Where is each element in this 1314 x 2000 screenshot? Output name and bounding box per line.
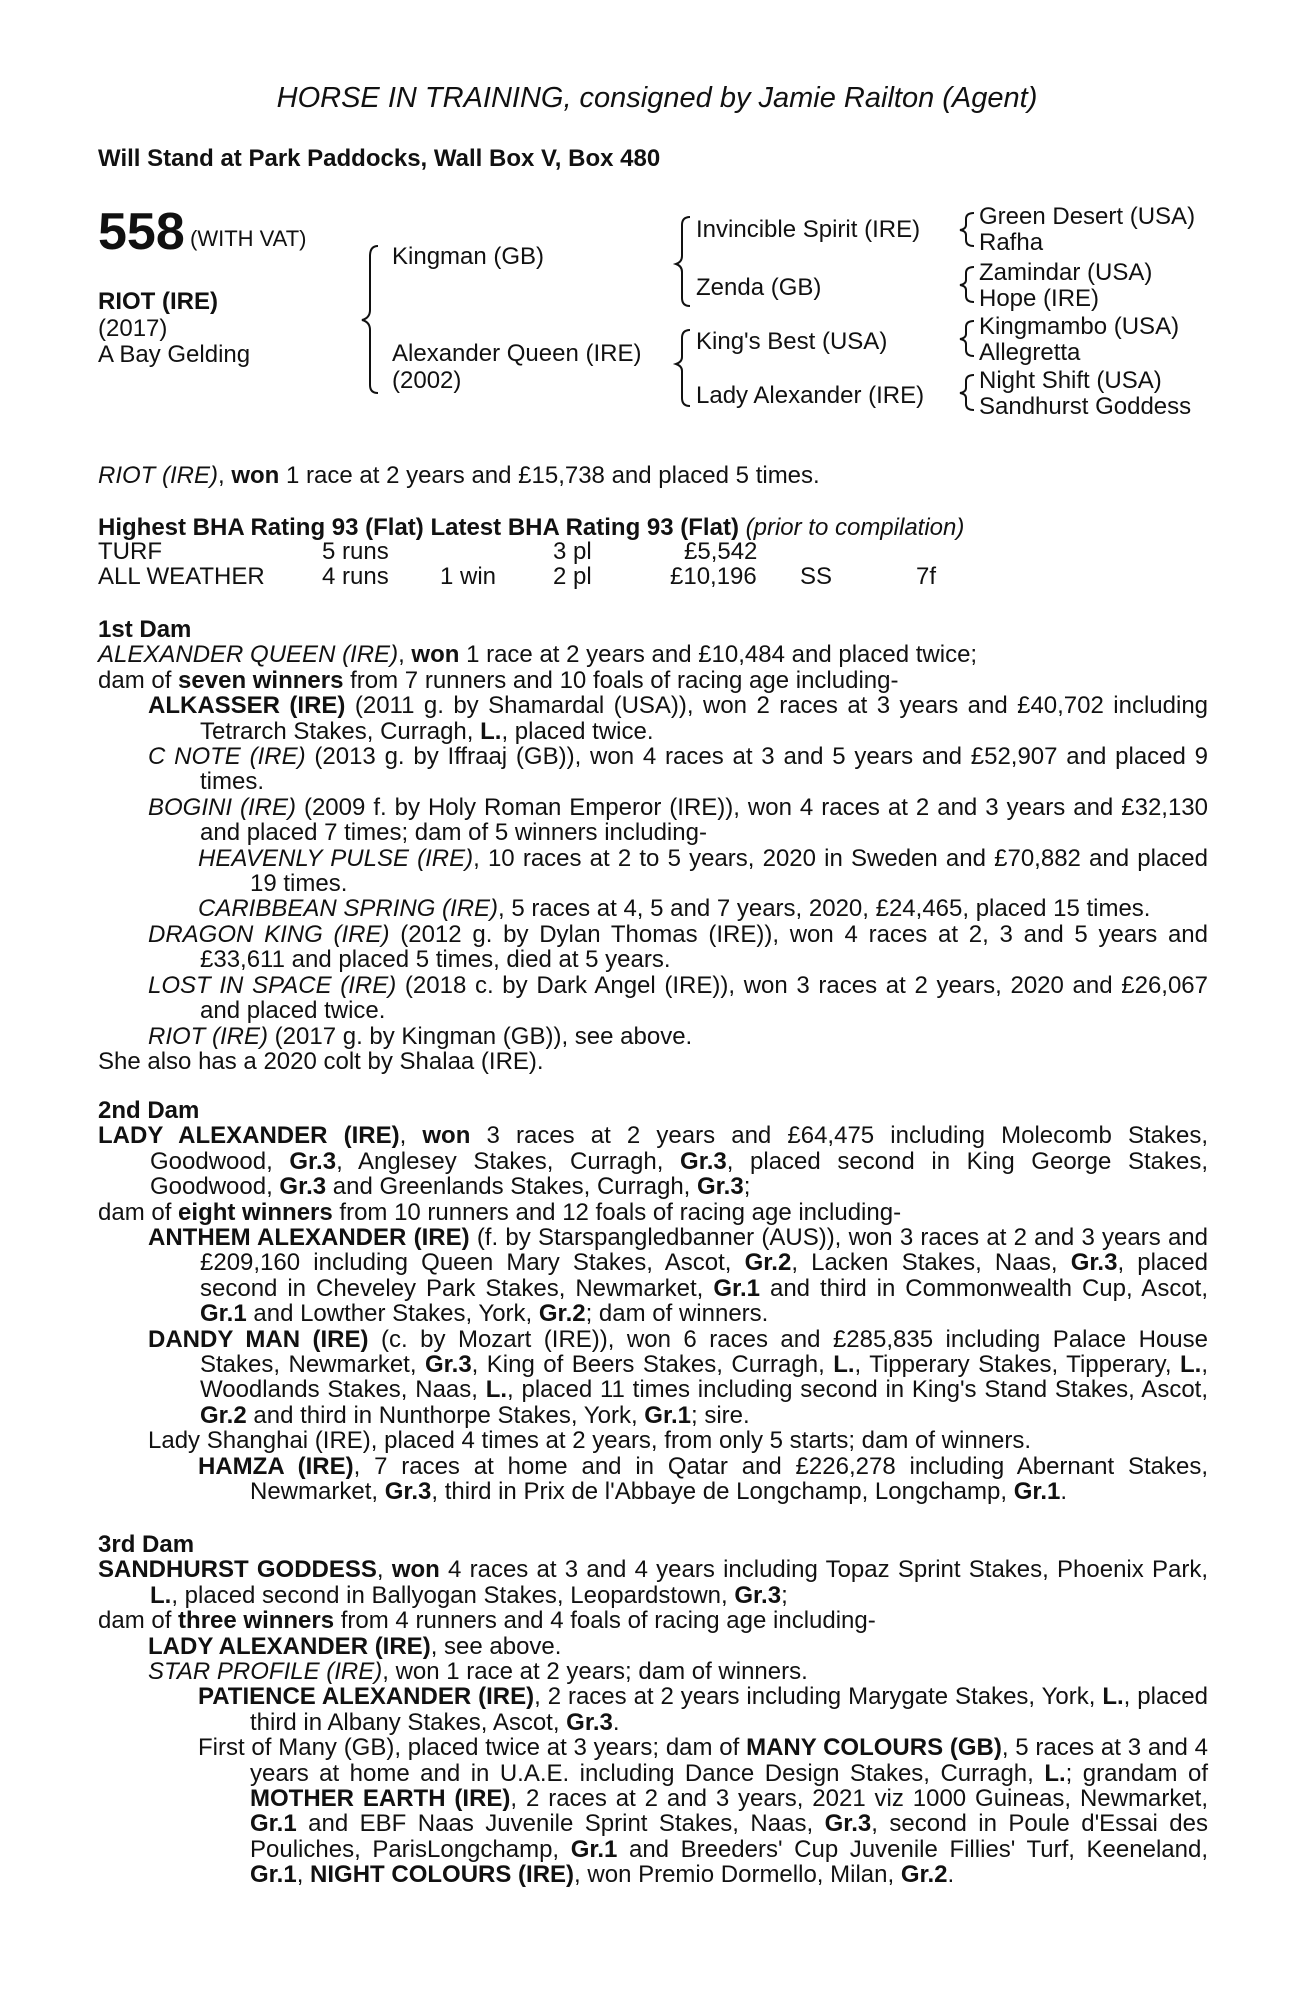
first-dam-section	[98, 617, 1208, 1074]
offspring-lady-alexander: LADY ALEXANDER (IRE), see above.	[148, 1632, 562, 1660]
pedigree-dam-sire: King's Best (USA)	[696, 328, 888, 355]
second-dam-heading: 2nd Dam	[98, 1097, 200, 1124]
pedigree-g1: Green Desert (USA)	[979, 203, 1196, 230]
pedigree-g6: Allegretta	[979, 339, 1081, 366]
offspring-dragon-king: DRAGON KING (IRE) (2012 g. by Dylan Thomas (IRE)), won 4 races at 2, 3 and 5 years and £33,611 and placed 5 times, died at 5 years.	[148, 920, 1208, 974]
second-dam-line: LADY ALEXANDER (IRE), won 3 races at 2 years and £64,475 including Molecomb Stakes, Goodwood, Gr.3, Anglesey Stakes, Curragh, Gr.3, placed second in King George Stakes, Goodwood, Gr.3 and Greenlands Stakes, Curragh, Gr.3;	[98, 1122, 1209, 1201]
record-turf-placed: 3 pl	[553, 538, 592, 565]
rating-note: (prior to compilation)	[745, 514, 965, 541]
pedigree-g5: Kingmambo (USA)	[979, 313, 1180, 340]
second-dam-section	[98, 1098, 1208, 1505]
record-aw-rating: SS	[800, 563, 833, 590]
rating-highest: Highest BHA Rating 93 (Flat) Latest BHA Rating 93 (Flat)	[98, 514, 739, 541]
offspring-lady-shanghai: Lady Shanghai (IRE), placed 4 times at 2 years, from only 5 starts; dam of winners.	[148, 1427, 1032, 1455]
summary-rest: 1 race at 2 years and £15,738 and placed 5 times.	[279, 462, 820, 489]
pedigree-dam: Alexander Queen (IRE)	[392, 340, 642, 367]
third-dam-section	[98, 1532, 1208, 1888]
first-dam-heading: 1st Dam	[98, 616, 192, 643]
horse-year: (2017)	[98, 315, 168, 342]
lot-number: 558	[98, 203, 185, 261]
record-turf-prize: £5,542	[684, 538, 758, 565]
pedigree-g2: Rafha	[979, 229, 1044, 256]
record-aw-placed: 2 pl	[553, 563, 592, 590]
vat-note: (WITH VAT)	[190, 226, 307, 251]
race-summary: RIOT (IRE), won 1 race at 2 years and £15,738 and placed 5 times.	[98, 462, 820, 489]
first-dam-produce: dam of seven winners from 7 runners and 10 foals of racing age including-	[98, 666, 899, 694]
record-turf-runs: 5 runs	[322, 538, 389, 565]
offspring-dandy-man: DANDY MAN (IRE) (c. by Mozart (IRE)), won 6 races and £285,835 including Palace House Stakes, Newmarket, Gr.3, King of Beers Stakes, Curragh, L., Tipperary Stakes, Tipperary, L., Woodlands Stakes, Naas, L., placed 11 times including second in King's Stand Stakes, Ascot, Gr.2 and third in Nunthorpe Stakes, York, Gr.1; sire.	[148, 1325, 1208, 1429]
offspring-c-note: C NOTE (IRE) (2013 g. by Iffraaj (GB)), won 4 races at 3 and 5 years and £52,907 and placed 9 times.	[148, 743, 1209, 796]
offspring-heavenly-pulse: HEAVENLY PULSE (IRE), 10 races at 2 to 5 years, 2020 in Sweden and £70,882 and placed 19 times.	[198, 844, 1208, 898]
summary-won: won	[231, 462, 280, 489]
pedigree-g4: Hope (IRE)	[979, 285, 1100, 312]
pedigree-sire: Kingman (GB)	[392, 243, 545, 270]
rating-line	[98, 514, 964, 542]
pedigree-g3: Zamindar (USA)	[979, 259, 1153, 286]
offspring-first-of-many: First of Many (GB), placed twice at 3 years; dam of MANY COLOURS (GB), 5 races at 3 and 4 years at home and in U.A.E. including Dance Design Stakes, Curragh, L.; grandam of MOTHER EARTH (IRE), 2 races at 2 and 3 years, 2021 viz 1000 Guineas, Newmarket, Gr.1 and EBF Naas Juvenile Sprint Stakes, Naas, Gr.3, second in Poule d'Essai des Pouliches, ParisLongchamp, Gr.1 and Breeders' Cup Juvenile Fillies' Turf, Keeneland, Gr.1, NIGHT COLOURS (IRE), won Premio Dormello, Milan, Gr.2.	[198, 1734, 1209, 1889]
record-turf-surface: TURF	[98, 538, 162, 565]
third-dam-line: SANDHURST GODDESS, won 4 races at 3 and 4 years including Topaz Sprint Stakes, Phoenix Park, L., placed second in Ballyogan Stakes, Leopardstown, Gr.3;	[98, 1556, 1209, 1609]
record-aw-surface: ALL WEATHER	[98, 563, 265, 590]
record-aw-runs: 4 runs	[322, 563, 389, 590]
record-aw-prize: £10,196	[670, 563, 757, 590]
pedigree-dam-year: (2002)	[392, 367, 462, 394]
pedigree-sire-dam: Zenda (GB)	[696, 274, 822, 301]
record-aw-distance: 7f	[916, 563, 937, 590]
first-dam-line: ALEXANDER QUEEN (IRE), won 1 race at 2 years and £10,484 and placed twice;	[98, 641, 978, 669]
summary-name: RIOT (IRE)	[98, 462, 218, 489]
stand-location: Will Stand at Park Paddocks, Wall Box V, Box 480	[98, 145, 661, 172]
first-dam-note: She also has a 2020 colt by Shalaa (IRE).	[98, 1047, 544, 1075]
third-dam-heading: 3rd Dam	[98, 1531, 195, 1558]
offspring-riot: RIOT (IRE) (2017 g. by Kingman (GB)), see above.	[148, 1022, 693, 1050]
offspring-anthem-alexander: ANTHEM ALEXANDER (IRE) (f. by Starspangledbanner (AUS)), won 3 races at 2 and 3 years and £209,160 including Queen Mary Stakes, Ascot, Gr.2, Lacken Stakes, Naas, Gr.3, placed second in Cheveley Park Stakes, Newmarket, Gr.1 and third in Commonwealth Cup, Ascot, Gr.1 and Lowther Stakes, York, Gr.2; dam of winners.	[148, 1224, 1209, 1328]
horse-name: RIOT (IRE)	[98, 288, 218, 315]
pedigree-sire-sire: Invincible Spirit (IRE)	[696, 216, 921, 243]
page-title: HORSE IN TRAINING, consigned by Jamie Railton (Agent)	[276, 82, 1038, 114]
offspring-caribbean-spring: CARIBBEAN SPRING (IRE), 5 races at 4, 5 and 7 years, 2020, £24,465, placed 15 times.	[198, 895, 1151, 923]
offspring-star-profile: STAR PROFILE (IRE), won 1 race at 2 years; dam of winners.	[148, 1658, 808, 1686]
offspring-alkasser: ALKASSER (IRE) (2011 g. by Shamardal (USA)), won 2 races at 3 years and £40,702 including Tetrarch Stakes, Curragh, L., placed twice.	[148, 692, 1209, 745]
record-aw-wins: 1 win	[440, 563, 497, 590]
offspring-hamza: HAMZA (IRE), 7 races at home and in Qatar and £226,278 including Abernant Stakes, Newmarket, Gr.3, third in Prix de l'Abbaye de Longchamp, Longchamp, Gr.1.	[198, 1452, 1208, 1506]
third-dam-produce: dam of three winners from 4 runners and 4 foals of racing age including-	[98, 1607, 876, 1635]
offspring-bogini: BOGINI (IRE) (2009 f. by Holy Roman Emperor (IRE)), won 4 races at 2 and 3 years and £32,130 and placed 7 times; dam of 5 winners including-	[148, 793, 1209, 847]
pedigree-g7: Night Shift (USA)	[979, 367, 1162, 394]
pedigree-g8: Sandhurst Goddess	[979, 393, 1192, 420]
offspring-patience-alexander: PATIENCE ALEXANDER (IRE), 2 races at 2 years including Marygate Stakes, York, L., placed third in Albany Stakes, Ascot, Gr.3.	[198, 1683, 1208, 1736]
horse-sex: A Bay Gelding	[98, 341, 251, 368]
offspring-lost-in-space: LOST IN SPACE (IRE) (2018 c. by Dark Angel (IRE)), won 3 races at 2 years, 2020 and £26,067 and placed twice.	[148, 971, 1208, 1025]
second-dam-produce: dam of eight winners from 10 runners and 12 foals of racing age including-	[98, 1198, 902, 1226]
pedigree-dam-dam: Lady Alexander (IRE)	[696, 382, 925, 409]
